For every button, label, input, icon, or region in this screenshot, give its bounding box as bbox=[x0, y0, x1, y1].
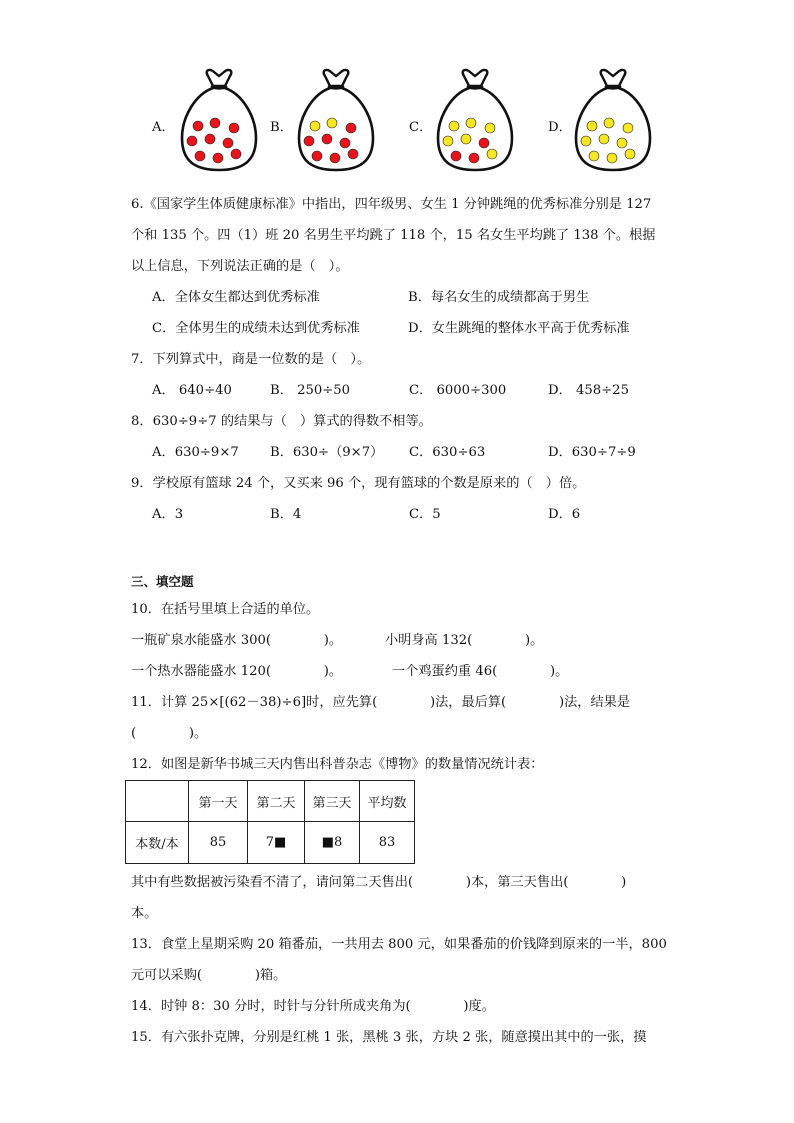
q11-line1: 11．计算 25×[(62－38)÷6]时，应先算( )法，最后算( )法，结果是 bbox=[131, 695, 631, 710]
bag-label-d: D． bbox=[548, 120, 572, 135]
q6-option-d[interactable]: D．女生跳绳的整体水平高于优秀标准 bbox=[408, 321, 630, 336]
red-ball bbox=[451, 151, 461, 161]
q7-option-d[interactable]: D． 458÷25 bbox=[548, 383, 629, 398]
red-ball bbox=[193, 121, 203, 131]
q12-stem: 12．如图是新华书城三天内售出科普杂志《博物》的数量情况统计表： bbox=[131, 757, 544, 772]
bag-b-icon bbox=[295, 66, 377, 174]
q7-option-c[interactable]: C． 6000÷300 bbox=[409, 383, 507, 398]
q6-option-c[interactable]: C．全体男生的成绩未达到优秀标准 bbox=[152, 321, 360, 336]
red-ball bbox=[231, 149, 241, 159]
yellow-ball bbox=[625, 149, 635, 159]
q15-stem: 15．有六张扑克牌，分别是红桃 1 张，黑桃 3 张，方块 2 张，随意摸出其中的一张，摸 bbox=[131, 1030, 647, 1045]
red-ball bbox=[304, 136, 314, 146]
red-ball bbox=[312, 151, 322, 161]
q7-option-a[interactable]: A． 640÷40 bbox=[152, 383, 232, 398]
red-ball bbox=[195, 151, 205, 161]
bag-a-icon bbox=[178, 66, 260, 174]
table-cell: ■8 bbox=[305, 822, 360, 864]
bag-top bbox=[601, 70, 626, 86]
q12-line1: 其中有些数据被污染看不清了，请问第二天售出( )本，第三天售出( ) bbox=[131, 875, 627, 890]
red-ball bbox=[223, 138, 233, 148]
bag-top bbox=[463, 70, 488, 86]
q6-line1: 6.《国家学生体质健康标准》中指出，四年级男、女生 1 分钟跳绳的优秀标准分别是 127 bbox=[131, 197, 652, 212]
red-ball bbox=[346, 123, 356, 133]
q9-option-a[interactable]: A．3 bbox=[152, 507, 184, 522]
red-ball bbox=[322, 134, 332, 144]
yellow-ball bbox=[604, 118, 614, 128]
bag-label-b: B． bbox=[270, 120, 293, 135]
table-row bbox=[126, 822, 415, 864]
red-ball bbox=[187, 136, 197, 146]
q8-stem: 8．630÷9÷7 的结果与（ ）算式的得数不相等。 bbox=[131, 414, 432, 429]
red-ball bbox=[213, 153, 223, 163]
yellow-ball bbox=[485, 123, 495, 133]
q6-option-a[interactable]: A．全体女生都达到优秀标准 bbox=[152, 290, 320, 305]
q10-blank-b: 小明身高 132( )。 bbox=[385, 633, 544, 648]
bag-d-icon bbox=[572, 66, 654, 174]
yellow-ball bbox=[623, 123, 633, 133]
table-cell: 平均数 bbox=[360, 781, 415, 822]
table-cell: 本数/本 bbox=[126, 822, 189, 864]
yellow-ball bbox=[607, 153, 617, 163]
yellow-ball bbox=[599, 134, 609, 144]
table-cell: 85 bbox=[189, 822, 248, 864]
bag-top bbox=[324, 70, 349, 86]
table-cell: 83 bbox=[360, 822, 415, 864]
yellow-ball bbox=[310, 121, 320, 131]
red-ball bbox=[348, 149, 358, 159]
q13-line1: 13．食堂上星期采购 20 箱番茄，一共用去 800 元，如果番茄的价钱降到原来的一半，800 bbox=[131, 937, 667, 952]
q8-option-b[interactable]: B．630÷（9×7） bbox=[270, 445, 384, 460]
bag-label-c: C． bbox=[409, 120, 433, 135]
red-ball bbox=[229, 123, 239, 133]
q7-option-b[interactable]: B． 250÷50 bbox=[270, 383, 351, 398]
q10-blank-d: 一个鸡蛋约重 46( )。 bbox=[392, 664, 569, 679]
yellow-ball bbox=[617, 138, 627, 148]
red-ball bbox=[330, 153, 340, 163]
table-cell: 7■ bbox=[248, 822, 305, 864]
red-ball bbox=[479, 138, 489, 148]
yellow-ball bbox=[581, 136, 591, 146]
q7-stem: 7．下列算式中，商是一位数的是（ ）。 bbox=[131, 352, 371, 367]
table-cell: 第三天 bbox=[305, 781, 360, 822]
yellow-ball bbox=[466, 118, 476, 128]
yellow-ball bbox=[327, 118, 337, 128]
table-cell: 第一天 bbox=[189, 781, 248, 822]
yellow-ball bbox=[487, 149, 497, 159]
sales-stats-table bbox=[125, 780, 415, 864]
q8-option-d[interactable]: D．630÷7÷9 bbox=[548, 445, 636, 460]
yellow-ball bbox=[449, 121, 459, 131]
q6-line2: 个和 135 个。四（1）班 20 名男生平均跳了 118 个，15 名女生平均跳了 138 个。根据 bbox=[131, 228, 656, 243]
yellow-ball bbox=[443, 136, 453, 146]
q8-option-a[interactable]: A．630÷9×7 bbox=[152, 445, 239, 460]
q10-blank-c: 一个热水器能盛水 120( )。 bbox=[131, 664, 343, 679]
yellow-ball bbox=[587, 121, 597, 131]
q10-blank-a: 一瓶矿泉水能盛水 300( )。 bbox=[131, 633, 343, 648]
bag-c-icon bbox=[434, 66, 516, 174]
q9-option-c[interactable]: C．5 bbox=[409, 507, 441, 522]
q8-option-c[interactable]: C．630÷63 bbox=[409, 445, 486, 460]
q6-option-b[interactable]: B．每名女生的成绩都高于男生 bbox=[408, 290, 590, 305]
q12-line2: 本。 bbox=[131, 906, 158, 921]
q6-line3: 以上信息，下列说法正确的是（ ）。 bbox=[131, 259, 349, 274]
table-cell: 第二天 bbox=[248, 781, 305, 822]
q9-stem: 9．学校原有篮球 24 个，又买来 96 个，现有篮球的个数是原来的（ ）倍。 bbox=[131, 476, 586, 491]
bag-top bbox=[207, 70, 232, 86]
table-cell bbox=[126, 781, 189, 822]
red-ball bbox=[469, 153, 479, 163]
q9-option-d[interactable]: D．6 bbox=[548, 507, 581, 522]
red-ball bbox=[210, 118, 220, 128]
q14-stem: 14．时钟 8：30 分时，时针与分针所成夹角为( )度。 bbox=[131, 999, 495, 1014]
q9-option-b[interactable]: B．4 bbox=[270, 507, 302, 522]
bag-label-a: A． bbox=[152, 120, 175, 135]
yellow-ball bbox=[461, 134, 471, 144]
q11-line2: ( )。 bbox=[131, 726, 208, 741]
yellow-ball bbox=[589, 151, 599, 161]
table-header-row bbox=[126, 781, 415, 822]
q10-stem: 10．在括号里填上合适的单位。 bbox=[131, 602, 320, 617]
q13-line2: 元可以采购( )箱。 bbox=[131, 968, 287, 983]
red-ball bbox=[340, 138, 350, 148]
red-ball bbox=[205, 134, 215, 144]
section-title-fill-in: 三、填空题 bbox=[131, 574, 194, 589]
